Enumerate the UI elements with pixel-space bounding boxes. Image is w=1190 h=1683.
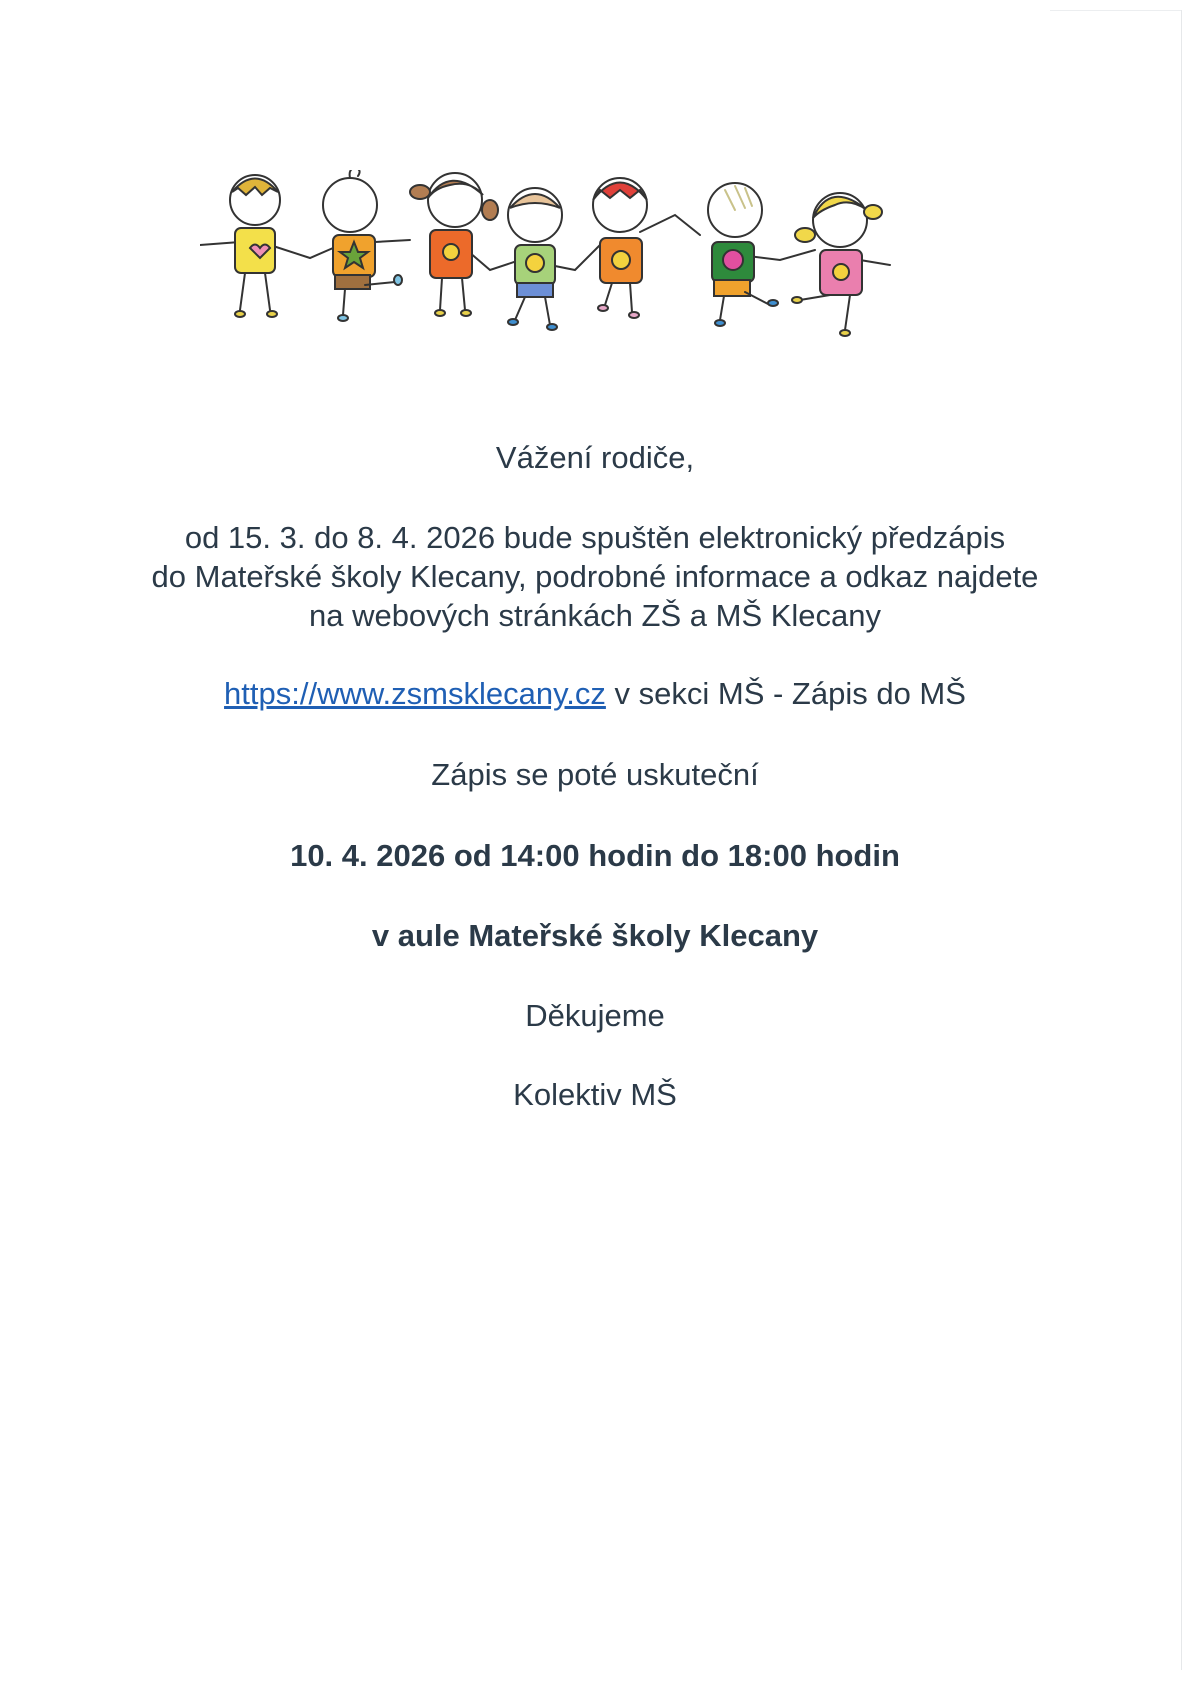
paragraph-line-2: do Mateřské školy Klecany, podrobné informace a odkaz najdete [151, 559, 1039, 594]
scan-edge-top [1050, 10, 1182, 11]
greeting: Vážení rodiče, [495, 440, 695, 475]
child-2 [323, 170, 402, 321]
enrollment-datetime: 10. 4. 2026 od 14:00 hodin do 18:00 hodin [290, 838, 900, 873]
website-link[interactable]: https://www.zsmsklecany.cz [224, 676, 606, 711]
children-illustration [200, 170, 960, 360]
child-5 [593, 178, 647, 318]
child-7 [792, 193, 882, 336]
thanks: Děkujeme [525, 998, 665, 1033]
website-line [0, 676, 1190, 712]
enrollment-intro: Zápis se poté uskuteční [431, 757, 759, 792]
child-3 [410, 173, 498, 316]
child-4 [508, 188, 562, 330]
enrollment-place: v aule Mateřské školy Klecany [371, 918, 819, 953]
child-6 [708, 183, 778, 326]
paragraph-line-1: od 15. 3. do 8. 4. 2026 bude spuštěn elektronický předzápis [184, 520, 1006, 555]
paragraph-line-3: na webových stránkách ZŠ a MŠ Klecany [308, 598, 882, 633]
website-section-text: v sekci MŠ - Zápis do MŠ [605, 676, 966, 711]
child-1 [230, 175, 280, 317]
signature: Kolektiv MŠ [513, 1077, 677, 1112]
